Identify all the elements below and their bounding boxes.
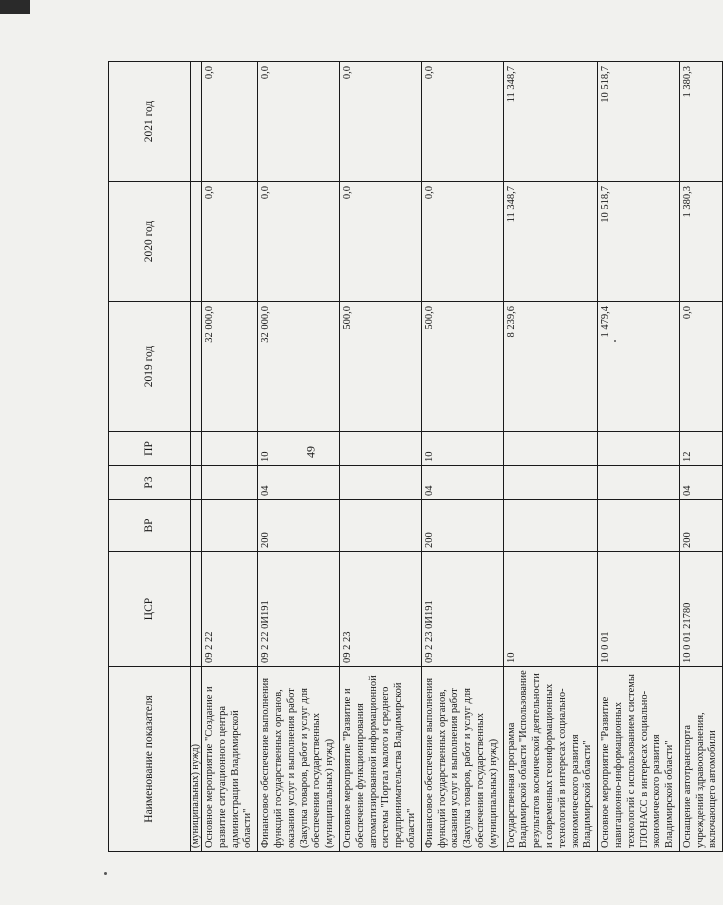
- cell-2021: 0,0: [258, 62, 340, 182]
- header-2019: 2019 год: [109, 302, 191, 432]
- cell-pr: 10: [258, 432, 340, 466]
- cell-csr: 09 2 23 0И191: [421, 552, 503, 667]
- table-row: [679, 62, 722, 852]
- cell-name: Государственная программа Владимирской области "Использование результатов космической деятельности и современных геоинформационных технологий в интересах социально-экономического развития Владимирской области": [503, 667, 598, 852]
- cell-2021: 0,0: [421, 62, 503, 182]
- cell-csr: 10: [503, 552, 598, 667]
- table-row: [598, 62, 680, 852]
- cell-2021: 1 380,3: [679, 62, 722, 182]
- table-row: [258, 62, 340, 852]
- cell-2021: 0,0: [339, 62, 421, 182]
- cell-vr: 200: [258, 500, 340, 552]
- cell-name: Финансовое обеспечение выполнения функций государственных органов, оказания услуг и выполнения работ (Закупка товаров, работ и услуг для обеспечения государственных (муниципальных) нужд): [258, 667, 340, 852]
- cell-pr: [598, 432, 680, 466]
- header-vr: ВР: [109, 500, 191, 552]
- cell-2020: 0,0: [339, 182, 421, 302]
- cell-2019: 500,0: [339, 302, 421, 432]
- cell-2019: 0,0: [679, 302, 722, 432]
- scan-speck: [104, 872, 107, 875]
- cell-2021: [191, 62, 202, 182]
- cell-2019: 1 479,4: [598, 302, 680, 432]
- cell-2021: 10 518,7: [598, 62, 680, 182]
- cell-2019: 500,0: [421, 302, 503, 432]
- cell-2020: 0,0: [202, 182, 258, 302]
- cell-pr: 12: [679, 432, 722, 466]
- cell-vr: 200: [679, 500, 722, 552]
- cell-2019: 32 000,0: [258, 302, 340, 432]
- table-row: [191, 62, 202, 852]
- header-name: Наименование показателя: [109, 667, 191, 852]
- cell-name: Основное мероприятие "Развитие и обеспечение функционирования автоматизированной информационной системы "Портал малого и среднего предпринимательства Владимирской области": [339, 667, 421, 852]
- cell-vr: [202, 500, 258, 552]
- table-row: [503, 62, 598, 852]
- cell-2021: 0,0: [202, 62, 258, 182]
- cell-name: Основное мероприятие "Создание и развитие ситуационного центра администрации Владимирской области": [202, 667, 258, 852]
- header-2021: 2021 год: [109, 62, 191, 182]
- cell-name: (муниципальных) нужд): [191, 667, 202, 852]
- cell-2019: 32 000,0: [202, 302, 258, 432]
- header-csr: ЦСР: [109, 552, 191, 667]
- header-rz: РЗ: [109, 466, 191, 500]
- cell-rz: 04: [258, 466, 340, 500]
- cell-rz: 04: [421, 466, 503, 500]
- cell-vr: [339, 500, 421, 552]
- cell-name: Основное мероприятие "Развитие навигационно-информационных технологий с использованием системы ГЛОНАСС в интересах социально-экономического развития Владимирской области": [598, 667, 680, 852]
- table-row: [421, 62, 503, 852]
- cell-pr: [503, 432, 598, 466]
- table-area: [108, 62, 719, 852]
- cell-pr: [191, 432, 202, 466]
- table-row: [339, 62, 421, 852]
- cell-2020: 0,0: [421, 182, 503, 302]
- scan-edge-mark: [0, 0, 30, 14]
- cell-rz: [202, 466, 258, 500]
- cell-2020: 0,0: [258, 182, 340, 302]
- cell-pr: 10: [421, 432, 503, 466]
- cell-vr: [598, 500, 680, 552]
- cell-2020: 11 348,7: [503, 182, 598, 302]
- cell-vr: 200: [421, 500, 503, 552]
- cell-csr: 09 2 23: [339, 552, 421, 667]
- table-row: [202, 62, 258, 852]
- cell-pr: [339, 432, 421, 466]
- cell-pr: [202, 432, 258, 466]
- cell-2019: [191, 302, 202, 432]
- cell-name: Финансовое обеспечение выполнения функций государственных органов, оказания услуг и выполнения работ (Закупка товаров, работ и услуг для обеспечения государственных (муниципальных) нужд): [421, 667, 503, 852]
- cell-2020: [191, 182, 202, 302]
- cell-rz: 04: [679, 466, 722, 500]
- cell-vr: [191, 500, 202, 552]
- cell-csr: [191, 552, 202, 667]
- budget-table: [108, 61, 723, 852]
- cell-2020: 1 380,3: [679, 182, 722, 302]
- cell-name: Оснащение автотранспорта учреждений здравоохранения, включающего автомобили: [679, 667, 722, 852]
- cell-rz: [598, 466, 680, 500]
- cell-2020: 10 518,7: [598, 182, 680, 302]
- cell-csr: 09 2 22 0И191: [258, 552, 340, 667]
- scan-speck: [614, 340, 616, 342]
- page-number: 49: [303, 446, 318, 458]
- cell-rz: [191, 466, 202, 500]
- cell-rz: [339, 466, 421, 500]
- header-pr: ПР: [109, 432, 191, 466]
- cell-vr: [503, 500, 598, 552]
- cell-csr: 09 2 22: [202, 552, 258, 667]
- cell-2021: 11 348,7: [503, 62, 598, 182]
- cell-csr: 10 0 01 21780: [679, 552, 722, 667]
- rotated-table-container: [108, 62, 719, 852]
- cell-2019: 8 239,6: [503, 302, 598, 432]
- header-2020: 2020 год: [109, 182, 191, 302]
- cell-csr: 10 0 01: [598, 552, 680, 667]
- cell-rz: [503, 466, 598, 500]
- header-row: [109, 62, 191, 852]
